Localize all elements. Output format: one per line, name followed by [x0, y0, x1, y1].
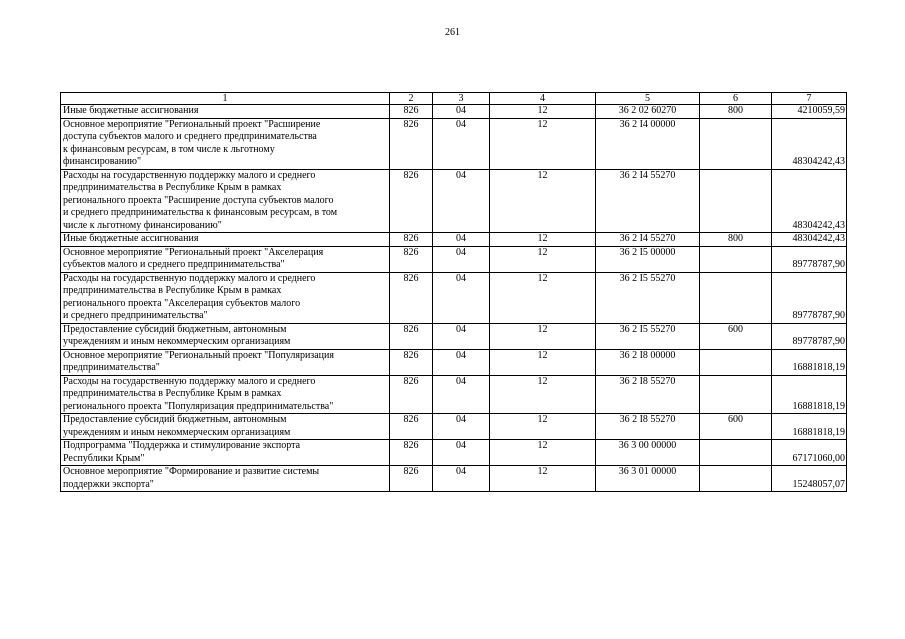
description-line: Расходы на государственную поддержку малого и среднего — [63, 375, 316, 387]
description-line: регионального проекта "Акселерация субъектов малого — [63, 297, 301, 309]
description-line: предпринимательства" — [63, 362, 160, 373]
section-code: 04 — [433, 105, 490, 119]
section-code: 04 — [433, 414, 490, 440]
row-description — [61, 466, 390, 492]
description-line: доступа субъектов малого и среднего предпринимательства — [63, 131, 317, 142]
amount-value: 89778787,90 — [772, 246, 847, 272]
section-code: 04 — [433, 169, 490, 233]
section-code: 04 — [433, 233, 490, 247]
table-row — [61, 375, 847, 414]
row-description — [61, 233, 390, 247]
target-article-code: 36 2 02 60270 — [596, 105, 700, 119]
expense-type-code — [700, 118, 772, 169]
subsection-code: 12 — [490, 233, 596, 247]
table-row — [61, 466, 847, 492]
description-line: учреждениям и иным некоммерческим организациям — [63, 426, 291, 438]
subsection-code: 12 — [490, 169, 596, 233]
table-row — [61, 169, 847, 233]
ministry-code: 826 — [390, 118, 433, 169]
amount-value: 16881818,19 — [772, 375, 847, 414]
amount-value: 67171060,00 — [772, 440, 847, 466]
description-line: поддержки экспорта" — [63, 478, 154, 490]
header-cell: 4 — [490, 93, 596, 105]
expense-type-code — [700, 169, 772, 233]
table-row — [61, 272, 847, 323]
section-code: 04 — [433, 323, 490, 349]
subsection-code: 12 — [490, 118, 596, 169]
subsection-code: 12 — [490, 349, 596, 375]
row-description — [61, 272, 390, 323]
budget-table — [60, 92, 847, 492]
table-row — [61, 246, 847, 272]
section-code: 04 — [433, 272, 490, 323]
description-line: Иные бюджетные ассигнования — [63, 233, 199, 244]
description-line: Подпрограмма "Поддержка и стимулирование экспорта — [63, 440, 301, 451]
table-row — [61, 414, 847, 440]
ministry-code: 826 — [390, 440, 433, 466]
section-code: 04 — [433, 440, 490, 466]
row-description — [61, 323, 390, 349]
expense-type-code — [700, 440, 772, 466]
description-line: числе к льготному финансированию" — [63, 219, 222, 231]
description-line: Расходы на государственную поддержку малого и среднего — [63, 169, 316, 181]
target-article-code: 36 2 I5 00000 — [596, 246, 700, 272]
ministry-code: 826 — [390, 414, 433, 440]
table-row — [61, 440, 847, 466]
target-article-code: 36 2 I5 55270 — [596, 272, 700, 323]
amount-value: 89778787,90 — [772, 272, 847, 323]
header-cell: 1 — [61, 93, 390, 105]
table-body — [61, 105, 847, 492]
header-cell: 2 — [390, 93, 433, 105]
ministry-code: 826 — [390, 349, 433, 375]
subsection-code: 12 — [490, 323, 596, 349]
table-row — [61, 349, 847, 375]
ministry-code: 826 — [390, 272, 433, 323]
expense-type-code — [700, 466, 772, 492]
amount-value: 48304242,43 — [772, 118, 847, 169]
expense-type-code: 800 — [700, 105, 772, 119]
description-line: учреждениям и иным некоммерческим организациям — [63, 336, 291, 347]
expense-type-code: 600 — [700, 414, 772, 440]
expense-type-code — [700, 349, 772, 375]
description-line: Расходы на государственную поддержку малого и среднего — [63, 272, 316, 284]
description-line: Республики Крым" — [63, 452, 145, 464]
ministry-code: 826 — [390, 233, 433, 247]
section-code: 04 — [433, 466, 490, 492]
target-article-code: 36 2 I5 55270 — [596, 323, 700, 349]
page-number: 261 — [445, 27, 460, 38]
table-row — [61, 323, 847, 349]
table-row — [61, 233, 847, 247]
description-line: регионального проекта "Популяризация предпринимательства" — [63, 400, 334, 412]
target-article-code: 36 2 I4 55270 — [596, 233, 700, 247]
description-line: предпринимательства в Республике Крым в рамках — [63, 285, 282, 296]
expense-type-code: 800 — [700, 233, 772, 247]
description-line: Иные бюджетные ассигнования — [63, 105, 199, 116]
target-article-code: 36 2 I4 00000 — [596, 118, 700, 169]
table-header-row — [61, 93, 847, 105]
row-description — [61, 246, 390, 272]
target-article-code: 36 2 I8 00000 — [596, 349, 700, 375]
header-cell: 5 — [596, 93, 700, 105]
table-row — [61, 118, 847, 169]
expense-type-code — [700, 272, 772, 323]
ministry-code: 826 — [390, 246, 433, 272]
ministry-code: 826 — [390, 466, 433, 492]
description-line: предпринимательства в Республике Крым в рамках — [63, 388, 282, 399]
ministry-code: 826 — [390, 105, 433, 119]
row-description — [61, 414, 390, 440]
expense-type-code — [700, 246, 772, 272]
row-description — [61, 169, 390, 233]
expense-type-code: 600 — [700, 323, 772, 349]
subsection-code: 12 — [490, 105, 596, 119]
row-description — [61, 349, 390, 375]
header-cell: 3 — [433, 93, 490, 105]
header-cell: 7 — [772, 93, 847, 105]
amount-value: 16881818,19 — [772, 349, 847, 375]
section-code: 04 — [433, 118, 490, 169]
description-line: Предоставление субсидий бюджетным, автономным — [63, 323, 287, 335]
section-code: 04 — [433, 349, 490, 375]
amount-value: 89778787,90 — [772, 323, 847, 349]
section-code: 04 — [433, 246, 490, 272]
row-description — [61, 375, 390, 414]
row-description — [61, 440, 390, 466]
description-line: Основное мероприятие "Региональный проект "Расширение — [63, 118, 321, 130]
description-line: предпринимательства в Республике Крым в рамках — [63, 182, 282, 193]
row-description — [61, 105, 390, 119]
subsection-code: 12 — [490, 246, 596, 272]
amount-value: 15248057,07 — [772, 466, 847, 492]
subsection-code: 12 — [490, 272, 596, 323]
description-line: к финансовым ресурсам, в том числе к льготному — [63, 143, 275, 155]
description-line: Основное мероприятие "Формирование и развитие системы — [63, 466, 320, 477]
section-code: 04 — [433, 375, 490, 414]
ministry-code: 826 — [390, 323, 433, 349]
amount-value: 16881818,19 — [772, 414, 847, 440]
target-article-code: 36 3 01 00000 — [596, 466, 700, 492]
ministry-code: 826 — [390, 169, 433, 233]
target-article-code: 36 2 I8 55270 — [596, 375, 700, 414]
description-line: и среднего предпринимательства к финансовым ресурсам, в том — [63, 207, 338, 218]
description-line: Основное мероприятие "Региональный проект "Популяризация — [63, 349, 334, 361]
description-line: Предоставление субсидий бюджетным, автономным — [63, 414, 287, 425]
ministry-code: 826 — [390, 375, 433, 414]
target-article-code: 36 2 I8 55270 — [596, 414, 700, 440]
table-row — [61, 105, 847, 119]
subsection-code: 12 — [490, 466, 596, 492]
description-line: финансированию" — [63, 156, 142, 167]
amount-value: 4210059,59 — [772, 105, 847, 119]
subsection-code: 12 — [490, 375, 596, 414]
subsection-code: 12 — [490, 414, 596, 440]
amount-value: 48304242,43 — [772, 169, 847, 233]
row-description — [61, 118, 390, 169]
subsection-code: 12 — [490, 440, 596, 466]
amount-value: 48304242,43 — [772, 233, 847, 247]
expense-type-code — [700, 375, 772, 414]
header-cell: 6 — [700, 93, 772, 105]
target-article-code: 36 3 00 00000 — [596, 440, 700, 466]
description-line: субъектов малого и среднего предпринимательства" — [63, 259, 285, 270]
description-line: и среднего предпринимательства" — [63, 310, 208, 321]
target-article-code: 36 2 I4 55270 — [596, 169, 700, 233]
description-line: Основное мероприятие "Региональный проект "Акселерация — [63, 246, 324, 258]
description-line: регионального проекта "Расширение доступа субъектов малого — [63, 194, 334, 206]
